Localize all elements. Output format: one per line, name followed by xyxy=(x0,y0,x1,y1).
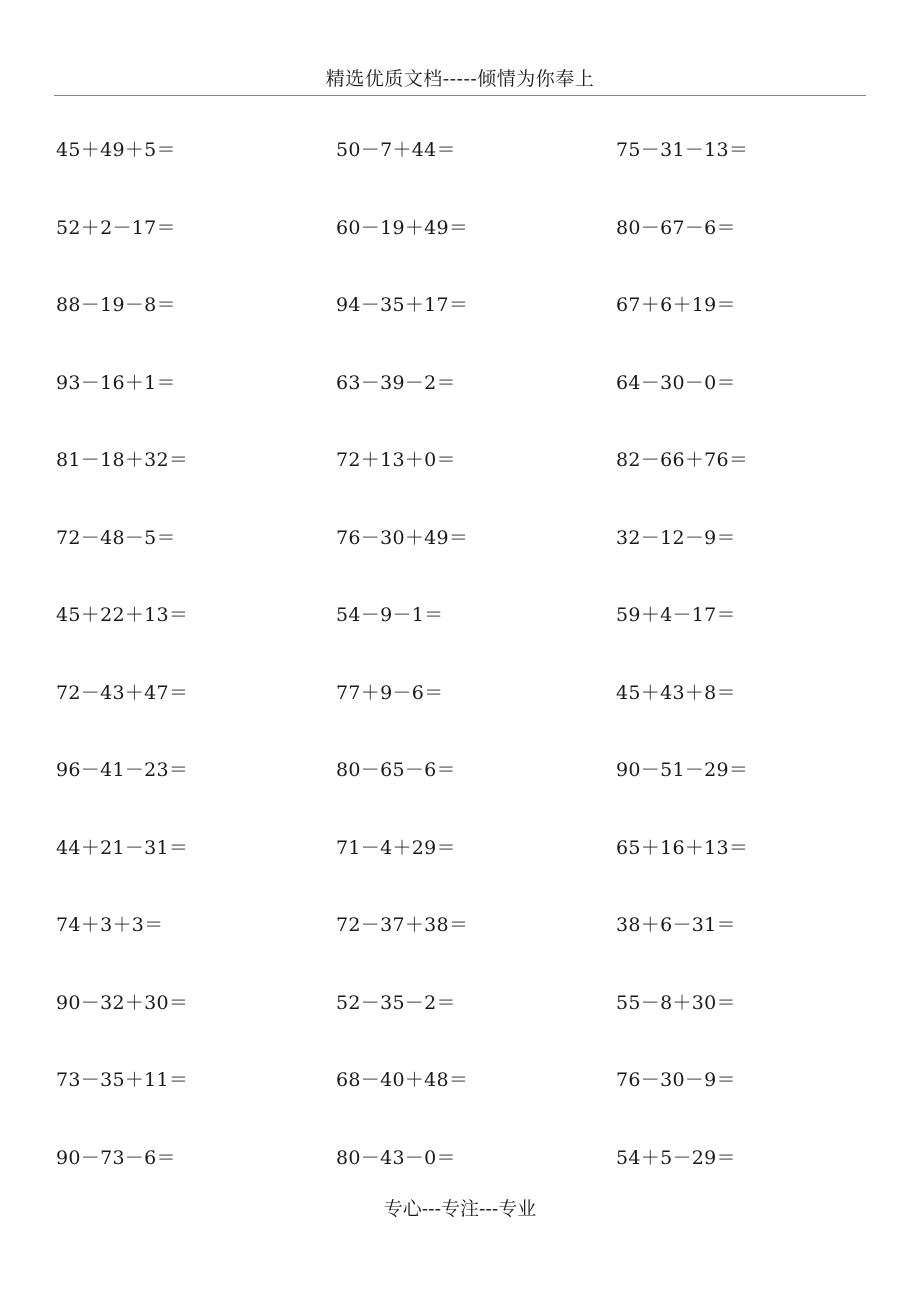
arithmetic-problem: 71－4＋29＝ xyxy=(336,836,456,859)
arithmetic-problem: 45＋43＋8＝ xyxy=(616,681,736,704)
arithmetic-problem: 68－40＋48＝ xyxy=(336,1069,469,1091)
arithmetic-problem: 90－32＋30＝ xyxy=(56,991,189,1014)
arithmetic-problem: 80－67－6＝ xyxy=(616,216,736,239)
arithmetic-problem: 88－19－8＝ xyxy=(56,294,176,316)
arithmetic-problem: 72－37＋38＝ xyxy=(336,914,469,936)
arithmetic-problem: 72＋13＋0＝ xyxy=(336,449,456,471)
arithmetic-problem: 90－73－6＝ xyxy=(56,1146,176,1169)
arithmetic-problem: 90－51－29＝ xyxy=(616,759,749,781)
arithmetic-problem: 45＋49＋5＝ xyxy=(56,139,176,161)
arithmetic-problem: 72－48－5＝ xyxy=(56,526,176,549)
arithmetic-problem: 80－43－0＝ xyxy=(336,1146,456,1169)
arithmetic-problem: 38＋6－31＝ xyxy=(616,914,736,936)
page-footer: 专心---专注---专业 xyxy=(383,1198,537,1220)
arithmetic-problem: 73－35＋11＝ xyxy=(56,1069,189,1091)
arithmetic-problem: 81－18＋32＝ xyxy=(56,449,189,471)
arithmetic-problem: 96－41－23＝ xyxy=(56,759,189,781)
arithmetic-problem: 75－31－13＝ xyxy=(616,139,749,161)
arithmetic-problem: 67＋6＋19＝ xyxy=(616,294,736,316)
arithmetic-problem: 80－65－6＝ xyxy=(336,759,456,781)
arithmetic-problem: 82－66＋76＝ xyxy=(616,449,749,471)
arithmetic-problem: 93－16＋1＝ xyxy=(56,371,176,394)
arithmetic-problem: 50－7＋44＝ xyxy=(336,139,456,161)
arithmetic-problem: 32－12－9＝ xyxy=(616,526,736,549)
arithmetic-problem: 74＋3＋3＝ xyxy=(56,914,164,936)
arithmetic-problem: 55－8＋30＝ xyxy=(616,991,736,1014)
arithmetic-problem: 44＋21－31＝ xyxy=(56,836,189,859)
page-header: 精选优质文档-----倾情为你奉上 xyxy=(325,68,595,90)
arithmetic-problem: 76－30－9＝ xyxy=(616,1069,736,1091)
arithmetic-problem: 63－39－2＝ xyxy=(336,371,456,394)
arithmetic-problem: 45＋22＋13＝ xyxy=(56,604,189,626)
arithmetic-problem: 54－9－1＝ xyxy=(336,604,444,626)
arithmetic-problem: 65＋16＋13＝ xyxy=(616,836,749,859)
arithmetic-problem: 60－19＋49＝ xyxy=(336,216,469,239)
arithmetic-problem: 76－30＋49＝ xyxy=(336,526,469,549)
arithmetic-problem: 72－43＋47＝ xyxy=(56,681,189,704)
arithmetic-problem: 64－30－0＝ xyxy=(616,371,736,394)
arithmetic-problem: 77＋9－6＝ xyxy=(336,681,444,704)
arithmetic-problem: 52＋2－17＝ xyxy=(56,216,176,239)
arithmetic-problem: 52－35－2＝ xyxy=(336,991,456,1014)
arithmetic-problem: 54＋5－29＝ xyxy=(616,1146,736,1169)
arithmetic-problem: 94－35＋17＝ xyxy=(336,294,469,316)
arithmetic-problem-grid xyxy=(56,135,896,1220)
arithmetic-problem: 59＋4－17＝ xyxy=(616,604,736,626)
header-divider xyxy=(54,95,866,96)
